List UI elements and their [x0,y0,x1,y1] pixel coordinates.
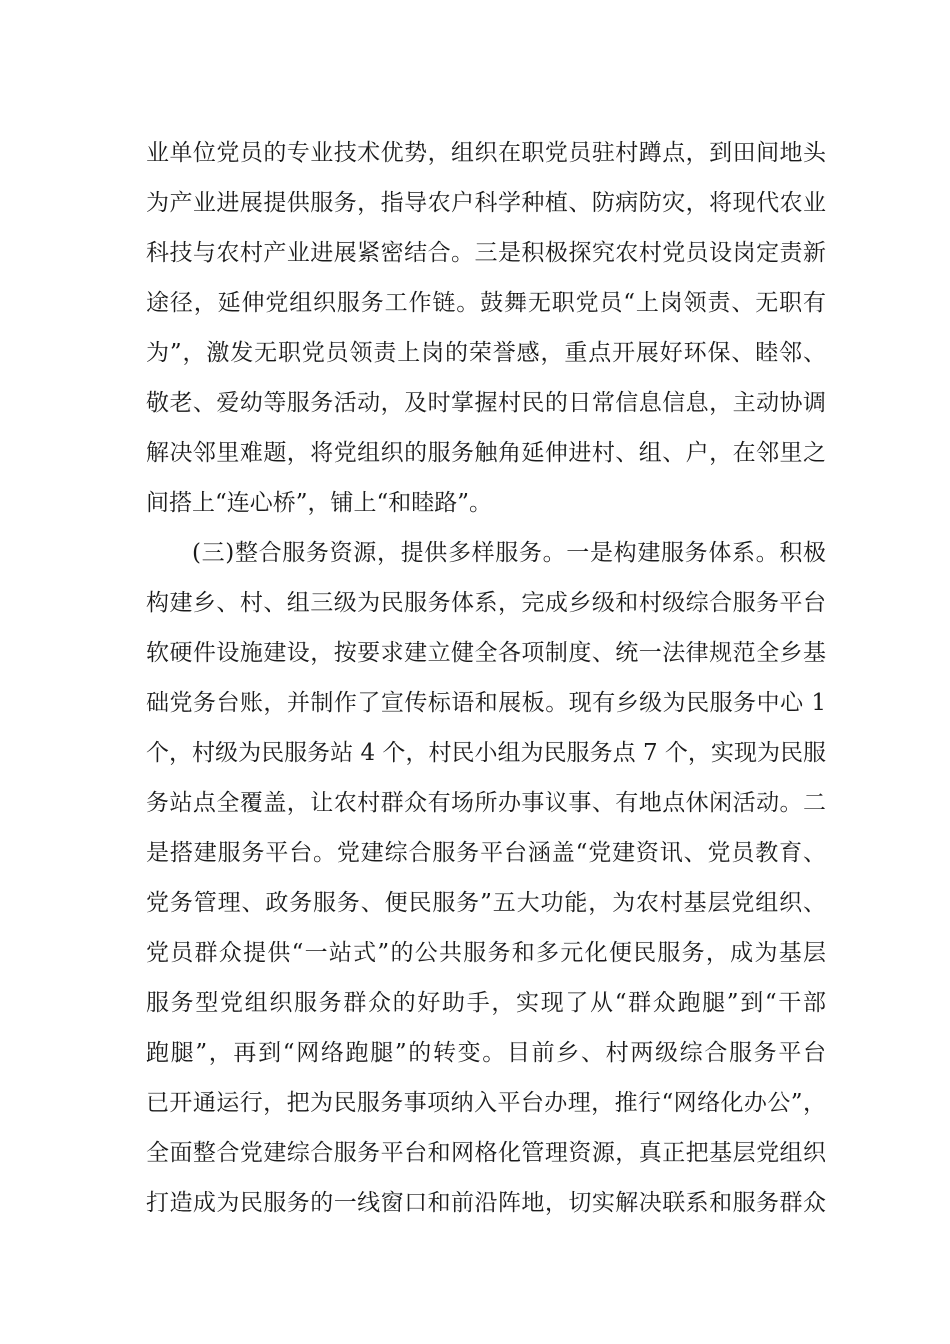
paragraph-line: 业单位党员的专业技术优势，组织在职党员驻村蹲点，到田间地头 [146,140,826,166]
paragraph-line: (三)整合服务资源，提供多样服务。一是构建服务体系。积极 [192,540,826,566]
paragraph-line: 软硬件设施建设，按要求建立健全各项制度、统一法律规范全乡基 [146,640,826,666]
paragraph-2 [146,528,826,1228]
paragraph-line: 是搭建服务平台。党建综合服务平台涵盖“党建资讯、党员教育、 [146,840,826,866]
paragraph-line: 为”，激发无职党员领责上岗的荣誉感，重点开展好环保、睦邻、 [146,340,826,366]
paragraph-line: 跑腿”，再到“网络跑腿”的转变。目前乡、村两级综合服务平台 [146,1040,826,1066]
paragraph-line: 间搭上“连心桥”，铺上“和睦路”。 [146,490,493,516]
paragraph-line: 敬老、爱幼等服务活动，及时掌握村民的日常信息信息，主动协调 [146,390,826,416]
body-text [146,128,826,1228]
paragraph-line: 服务型党组织服务群众的好助手，实现了从“群众跑腿”到“干部 [146,990,826,1016]
paragraph-line: 解决邻里难题，将党组织的服务触角延伸进村、组、户，在邻里之 [146,440,826,466]
paragraph-line: 党务管理、政务服务、便民服务”五大功能，为农村基层党组织、 [146,890,826,916]
paragraph-line: 础党务台账，并制作了宣传标语和展板。现有乡级为民服务中心 1 [146,690,826,716]
paragraph-line: 党员群众提供“一站式”的公共服务和多元化便民服务，成为基层 [146,940,826,966]
paragraph-line: 科技与农村产业进展紧密结合。三是积极探究农村党员设岗定责新 [146,240,826,266]
paragraph-line: 构建乡、村、组三级为民服务体系，完成乡级和村级综合服务平台 [146,590,826,616]
paragraph-line: 务站点全覆盖，让农村群众有场所办事议事、有地点休闲活动。二 [146,790,826,816]
paragraph-line: 为产业进展提供服务，指导农户科学种植、防病防灾，将现代农业 [146,190,826,216]
paragraph-line: 已开通运行，把为民服务事项纳入平台办理，推行“网络化办公”， [146,1090,826,1116]
paragraph-1 [146,128,826,528]
paragraph-line: 个，村级为民服务站 4 个，村民小组为民服务点 7 个，实现为民服 [146,740,826,766]
paragraph-line: 打造成为民服务的一线窗口和前沿阵地，切实解决联系和服务群众 [146,1190,826,1216]
paragraph-line: 全面整合党建综合服务平台和网格化管理资源，真正把基层党组织 [146,1140,826,1166]
paragraph-line: 途径，延伸党组织服务工作链。鼓舞无职党员“上岗领责、无职有 [146,290,826,316]
